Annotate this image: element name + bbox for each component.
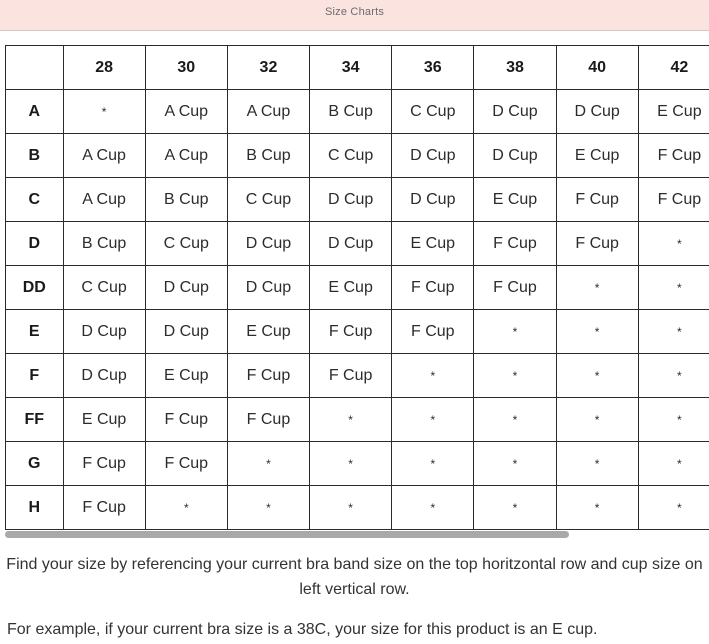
- table-cell: C Cup: [63, 266, 145, 310]
- cup-size-header: B: [6, 134, 64, 178]
- table-cell: *: [556, 310, 638, 354]
- table-cell: *: [227, 486, 309, 530]
- table-cell: B Cup: [227, 134, 309, 178]
- table-cell: *: [638, 398, 709, 442]
- table-cell: *: [227, 442, 309, 486]
- table-cell: D Cup: [310, 178, 392, 222]
- table-cell: *: [638, 222, 709, 266]
- table-cell: F Cup: [392, 310, 474, 354]
- cup-size-header: C: [6, 178, 64, 222]
- cup-size-header: DD: [6, 266, 64, 310]
- table-row: [6, 442, 709, 486]
- table-cell: *: [556, 354, 638, 398]
- table-cell: D Cup: [63, 354, 145, 398]
- table-cell: A Cup: [63, 134, 145, 178]
- table-cell: C Cup: [310, 134, 392, 178]
- band-size-header-row: [6, 46, 709, 90]
- table-cell: *: [638, 442, 709, 486]
- size-chart-scroll-area[interactable]: [5, 45, 709, 531]
- table-cell: B Cup: [145, 178, 227, 222]
- table-cell: F Cup: [63, 442, 145, 486]
- table-cell: *: [392, 486, 474, 530]
- table-cell: F Cup: [474, 222, 556, 266]
- band-size-header: 38: [474, 46, 556, 90]
- table-cell: D Cup: [474, 90, 556, 134]
- table-row: [6, 354, 709, 398]
- table-cell: E Cup: [474, 178, 556, 222]
- table-cell: C Cup: [227, 178, 309, 222]
- table-cell: C Cup: [392, 90, 474, 134]
- table-cell: F Cup: [556, 178, 638, 222]
- band-size-header: 30: [145, 46, 227, 90]
- table-cell: *: [638, 266, 709, 310]
- table-cell: D Cup: [145, 310, 227, 354]
- table-cell: F Cup: [227, 398, 309, 442]
- table-cell: D Cup: [392, 134, 474, 178]
- table-cell: D Cup: [63, 310, 145, 354]
- table-row: [6, 266, 709, 310]
- table-cell: D Cup: [227, 266, 309, 310]
- table-cell: A Cup: [145, 134, 227, 178]
- corner-cell: [6, 46, 64, 90]
- table-cell: *: [310, 398, 392, 442]
- table-cell: *: [474, 310, 556, 354]
- cup-size-header: E: [6, 310, 64, 354]
- table-cell: A Cup: [145, 90, 227, 134]
- table-cell: *: [556, 442, 638, 486]
- table-cell: D Cup: [227, 222, 309, 266]
- table-cell: *: [474, 442, 556, 486]
- table-cell: F Cup: [310, 310, 392, 354]
- table-cell: F Cup: [63, 486, 145, 530]
- table-cell: D Cup: [556, 90, 638, 134]
- table-cell: F Cup: [227, 354, 309, 398]
- table-cell: B Cup: [310, 90, 392, 134]
- table-cell: *: [392, 354, 474, 398]
- table-cell: *: [474, 398, 556, 442]
- table-cell: E Cup: [392, 222, 474, 266]
- table-row: [6, 134, 709, 178]
- table-cell: A Cup: [227, 90, 309, 134]
- table-cell: F Cup: [145, 398, 227, 442]
- table-row: [6, 222, 709, 266]
- table-cell: D Cup: [474, 134, 556, 178]
- table-cell: E Cup: [63, 398, 145, 442]
- table-row: [6, 178, 709, 222]
- table-cell: *: [638, 310, 709, 354]
- size-chart-body: [6, 90, 709, 530]
- band-size-header: 40: [556, 46, 638, 90]
- page-title: Size Charts: [324, 6, 385, 18]
- table-cell: E Cup: [556, 134, 638, 178]
- table-cell: B Cup: [63, 222, 145, 266]
- table-cell: E Cup: [145, 354, 227, 398]
- cup-size-header: F: [6, 354, 64, 398]
- table-cell: *: [638, 486, 709, 530]
- table-cell: *: [145, 486, 227, 530]
- header-bar: [0, 0, 709, 31]
- table-cell: *: [474, 354, 556, 398]
- table-cell: E Cup: [227, 310, 309, 354]
- table-cell: *: [392, 442, 474, 486]
- table-cell: *: [556, 266, 638, 310]
- table-cell: D Cup: [392, 178, 474, 222]
- band-size-header: 28: [63, 46, 145, 90]
- table-cell: *: [556, 398, 638, 442]
- table-cell: E Cup: [638, 90, 709, 134]
- cup-size-header: FF: [6, 398, 64, 442]
- table-cell: F Cup: [145, 442, 227, 486]
- table-row: [6, 310, 709, 354]
- instruction-text: Find your size by referencing your current bra band size on the top horitzontal row and cup size on left vertical row.: [6, 556, 703, 598]
- band-size-header: 32: [227, 46, 309, 90]
- table-cell: E Cup: [310, 266, 392, 310]
- table-cell: *: [310, 486, 392, 530]
- cup-size-header: H: [6, 486, 64, 530]
- table-cell: *: [392, 398, 474, 442]
- cup-size-header: D: [6, 222, 64, 266]
- table-row: [6, 486, 709, 530]
- table-cell: F Cup: [638, 178, 709, 222]
- band-size-header: 36: [392, 46, 474, 90]
- table-row: [6, 398, 709, 442]
- table-cell: F Cup: [638, 134, 709, 178]
- horizontal-scrollbar[interactable]: [5, 531, 569, 538]
- table-cell: D Cup: [310, 222, 392, 266]
- table-cell: F Cup: [556, 222, 638, 266]
- table-cell: F Cup: [474, 266, 556, 310]
- table-cell: F Cup: [310, 354, 392, 398]
- table-cell: *: [63, 90, 145, 134]
- table-cell: A Cup: [63, 178, 145, 222]
- table-row: [6, 90, 709, 134]
- table-cell: *: [310, 442, 392, 486]
- table-cell: C Cup: [145, 222, 227, 266]
- table-cell: F Cup: [392, 266, 474, 310]
- band-size-header: 34: [310, 46, 392, 90]
- cup-size-header: G: [6, 442, 64, 486]
- table-cell: *: [638, 354, 709, 398]
- size-chart-table: [5, 45, 709, 530]
- band-size-header: 42: [638, 46, 709, 90]
- cup-size-header: A: [6, 90, 64, 134]
- example-text: For example, if your current bra size is a 38C, your size for this product is an E cup.: [7, 621, 598, 638]
- table-cell: *: [474, 486, 556, 530]
- table-cell: *: [556, 486, 638, 530]
- table-cell: D Cup: [145, 266, 227, 310]
